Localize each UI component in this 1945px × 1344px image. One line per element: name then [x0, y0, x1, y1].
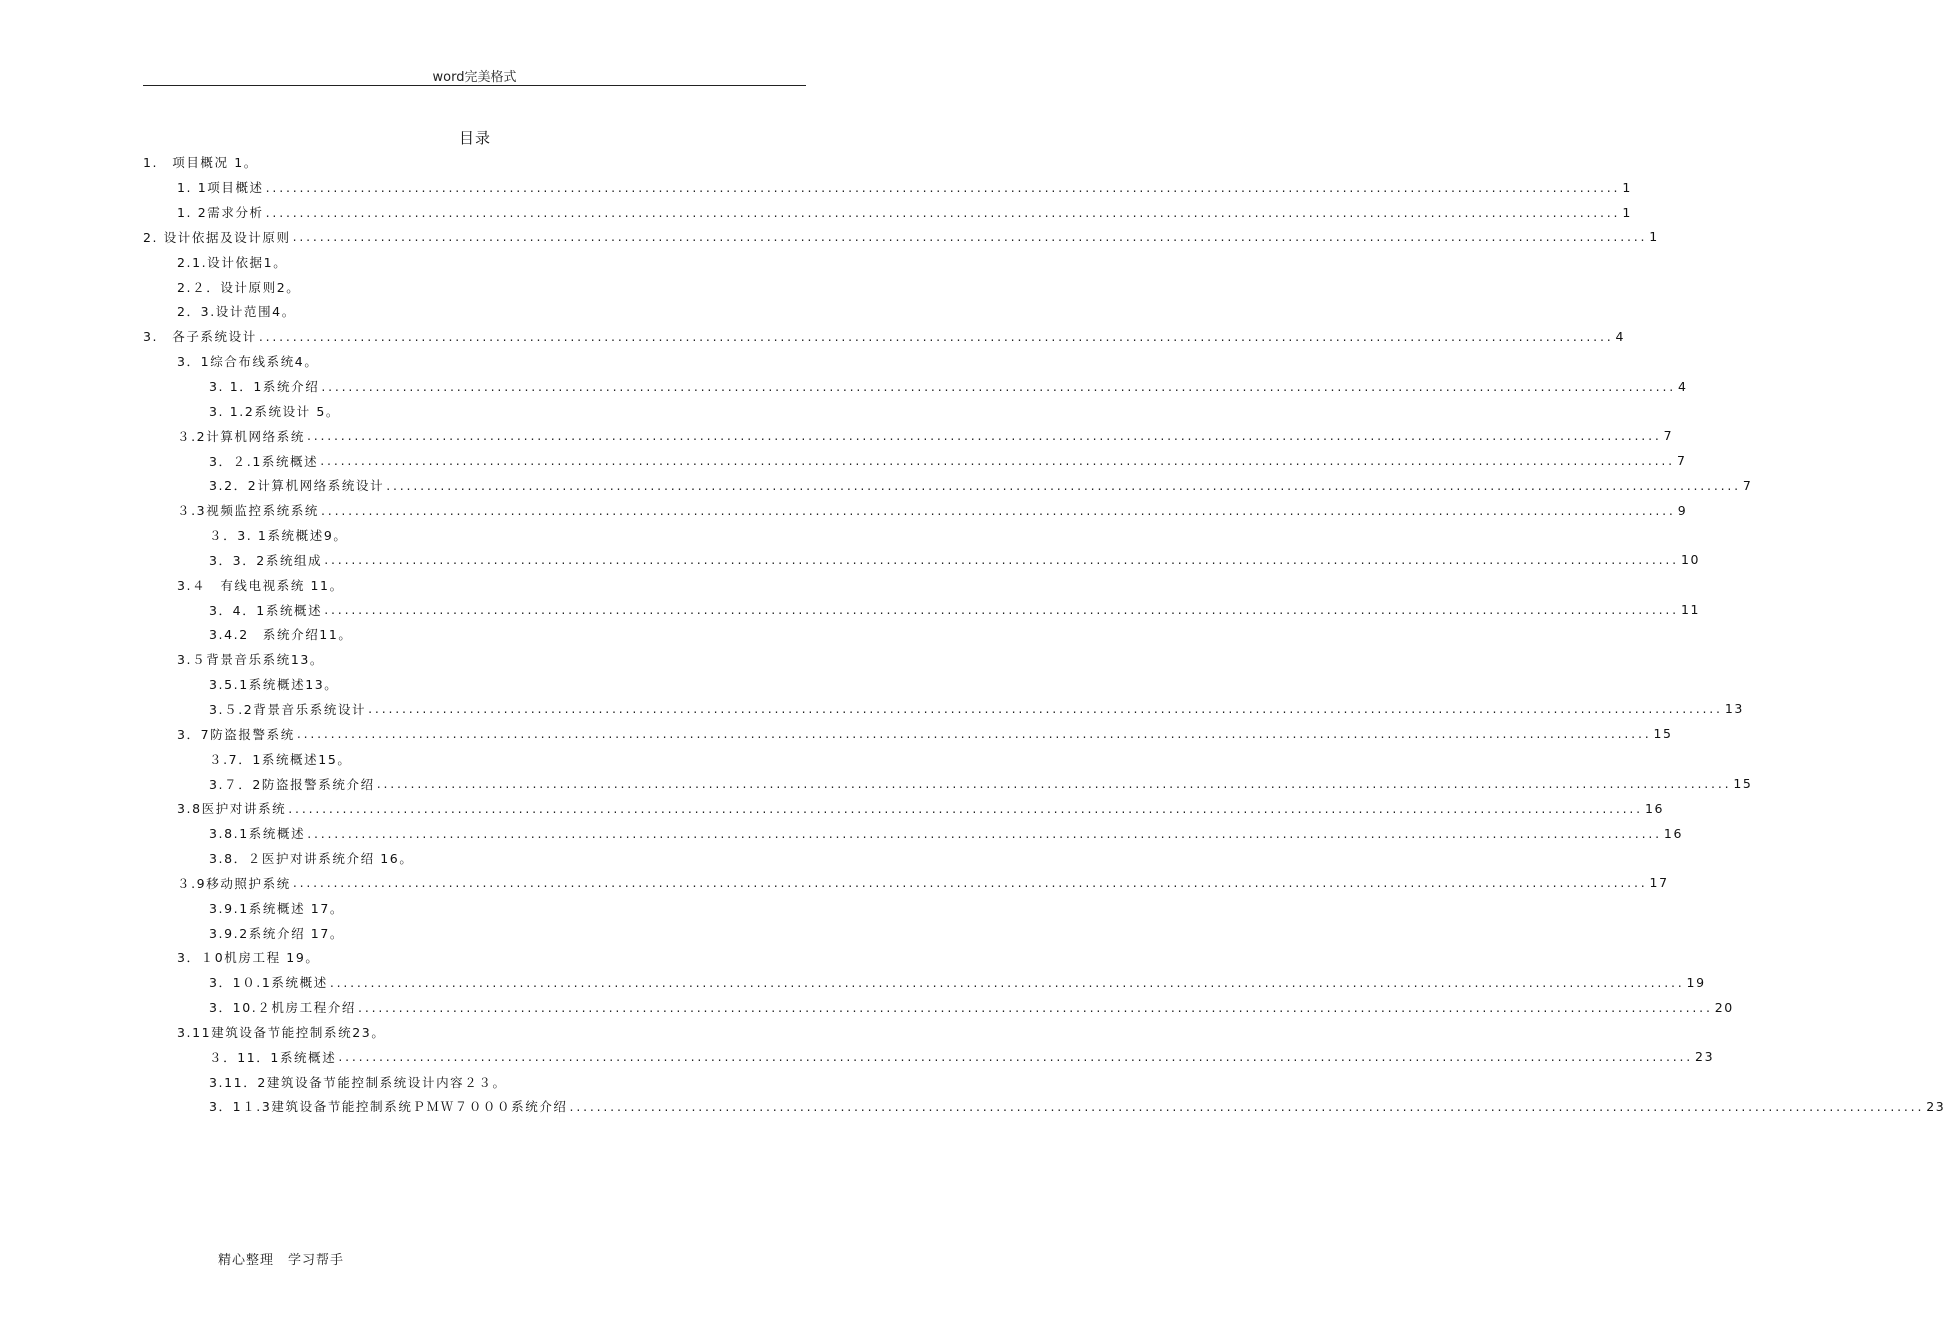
toc-leader-dots: ........................................................................................................................................................................................................: [386, 477, 1741, 493]
toc-entry[interactable]: [143, 448, 1687, 473]
header-rule: [143, 85, 806, 86]
toc-entry-label: 3.５背景音乐系统13。: [177, 652, 325, 668]
toc-entry-label: 3．１0机房工程 19。: [177, 950, 320, 966]
toc-entry[interactable]: [143, 870, 1669, 895]
toc-page-number: 23: [1926, 1098, 1945, 1114]
toc-entry-label: 3.４ 有线电视系统 11。: [177, 577, 344, 593]
toc-entry[interactable]: [143, 548, 1701, 573]
toc-entry[interactable]: [143, 796, 1665, 821]
toc-entry[interactable]: [143, 647, 806, 672]
toc-entry-label: 3.11建筑设备节能控制系统23。: [177, 1024, 386, 1040]
toc-entry-label: 1. 1项目概述: [177, 180, 264, 196]
toc-entry[interactable]: [143, 746, 806, 771]
toc-entry[interactable]: [143, 920, 806, 945]
toc-page-number: 9: [1677, 502, 1688, 518]
toc-leader-dots: ........................................................................................................................................................................................................: [321, 502, 1676, 518]
toc-page-number: 7: [1663, 428, 1674, 444]
page-footer: 精心整理 学习帮手: [218, 1253, 345, 1268]
toc-leader-dots: ........................................................................................................................................................................................................: [338, 1049, 1694, 1065]
toc-page-number: 11: [1680, 602, 1701, 618]
toc-leader-dots: ........................................................................................................................................................................................................: [320, 453, 1675, 469]
toc-entry[interactable]: [143, 274, 806, 299]
toc-entry[interactable]: [143, 175, 1632, 200]
toc-entry-label: ３.3视频监控系统系统: [177, 503, 320, 519]
toc-leader-dots: ........................................................................................................................................................................................................: [368, 701, 1723, 717]
toc-entry[interactable]: [143, 970, 1706, 995]
toc-leader-dots: ........................................................................................................................................................................................................: [358, 999, 1713, 1015]
toc-entry-label: 2. 设计依据及设计原则: [143, 229, 291, 245]
toc-leader-dots: ........................................................................................................................................................................................................: [321, 378, 1676, 394]
toc-entry[interactable]: [143, 374, 1688, 399]
toc-entry[interactable]: [143, 200, 1632, 225]
toc-entry-label: 3.8．２医护对讲系统介绍 16。: [209, 851, 414, 867]
toc-entry-label: 1. 项目概况 1。: [143, 155, 258, 171]
toc-entry-label: 3．1综合布线系统4。: [177, 354, 319, 370]
toc-page-number: 20: [1714, 999, 1734, 1015]
toc-leader-dots: ........................................................................................................................................................................................................: [569, 1098, 1925, 1114]
toc-entry-label: 3.５.2背景音乐系统设计: [209, 701, 367, 717]
toc-entry[interactable]: [143, 1044, 1715, 1069]
toc-leader-dots: ........................................................................................................................................................................................................: [324, 552, 1679, 568]
toc-entry[interactable]: [143, 299, 806, 324]
toc-leader-dots: ........................................................................................................................................................................................................: [288, 800, 1643, 816]
toc-entry-label: 3. 1．1系统介绍: [209, 379, 320, 395]
toc-entry[interactable]: [143, 423, 1674, 448]
toc-entry-label: 3. 1.2系统设计 5。: [209, 403, 341, 419]
table-of-contents: [143, 150, 1945, 1119]
toc-entry[interactable]: [143, 1094, 1945, 1119]
toc-entry[interactable]: [143, 324, 1626, 349]
toc-leader-dots: ........................................................................................................................................................................................................: [265, 179, 1621, 195]
toc-page-number: 1: [1622, 204, 1632, 220]
toc-leader-dots: ........................................................................................................................................................................................................: [329, 974, 1685, 990]
toc-leader-dots: ........................................................................................................................................................................................................: [307, 825, 1662, 841]
toc-leader-dots: ........................................................................................................................................................................................................: [376, 776, 1732, 792]
toc-entry-label: ３．11．1系统概述: [209, 1049, 337, 1065]
toc-entry-label: 3．4．1系统概述: [209, 602, 323, 618]
toc-entry-label: 3．1０.1系统概述: [209, 975, 328, 991]
toc-entry-label: 3．7防盗报警系统: [177, 726, 295, 742]
toc-entry[interactable]: [143, 597, 1701, 622]
toc-entry-label: 3．２.1系统概述: [209, 453, 319, 469]
toc-page-number: 23: [1695, 1049, 1715, 1065]
toc-entry-label: ３.9移动照护系统: [177, 875, 291, 891]
toc-page-number: 17: [1649, 875, 1669, 891]
toc-entry-label: 3．3．2系统组成: [209, 552, 323, 568]
toc-entry-label: 3.9.1系统概述 17。: [209, 900, 344, 916]
toc-entry[interactable]: [143, 672, 806, 697]
toc-title: 目录: [458, 129, 491, 147]
toc-entry-label: 3.8医护对讲系统: [177, 801, 287, 817]
toc-page-number: 13: [1724, 701, 1744, 717]
toc-entry-label: 3.9.2系统介绍 17。: [209, 925, 344, 941]
toc-entry-label: 3.11．2建筑设备节能控制系统设计内容２３。: [209, 1074, 507, 1090]
toc-leader-dots: ........................................................................................................................................................................................................: [324, 602, 1679, 618]
toc-entry-label: ３.2计算机网络系统: [177, 428, 305, 444]
toc-entry[interactable]: [143, 821, 1684, 846]
toc-entry-label: 3．10.２机房工程介绍: [209, 1000, 357, 1016]
toc-leader-dots: ........................................................................................................................................................................................................: [292, 229, 1648, 245]
toc-page-number: 19: [1686, 974, 1706, 990]
toc-page-number: 7: [1676, 453, 1687, 469]
toc-entry[interactable]: [143, 846, 806, 871]
toc-entry-label: 2．3.设计范围4。: [177, 304, 296, 320]
toc-page-number: 4: [1615, 328, 1626, 344]
toc-entry[interactable]: [143, 1069, 806, 1094]
toc-page-number: 15: [1653, 726, 1673, 742]
toc-page-number: 7: [1742, 477, 1753, 493]
toc-entry[interactable]: [143, 721, 1673, 746]
toc-entry-label: 2.1.设计依据1。: [177, 254, 288, 270]
page-header: word完美格式: [432, 70, 517, 85]
toc-entry[interactable]: [143, 945, 806, 970]
toc-entry[interactable]: [143, 995, 1734, 1020]
toc-entry-label: 3.4.2 系统介绍11。: [209, 627, 353, 643]
toc-entry[interactable]: [143, 349, 806, 374]
toc-page-number: 16: [1663, 825, 1684, 841]
toc-entry[interactable]: [143, 498, 1688, 523]
toc-entry-label: 3．1１.3建筑设备节能控制系统ＰＭＷ７０００系统介绍: [209, 1099, 568, 1115]
toc-leader-dots: ........................................................................................................................................................................................................: [265, 204, 1621, 220]
toc-entry-label: 3.8.1系统概述: [209, 826, 306, 842]
toc-entry[interactable]: [143, 572, 806, 597]
toc-entry-label: 2.２．设计原则2。: [177, 279, 301, 295]
toc-entry[interactable]: [143, 473, 1753, 498]
toc-entry-label: ３．3. 1系统概述9。: [209, 528, 348, 544]
toc-entry-label: 3.2．2计算机网络系统设计: [209, 478, 385, 494]
toc-leader-dots: ........................................................................................................................................................................................................: [258, 328, 1614, 344]
toc-entry[interactable]: [143, 150, 806, 175]
toc-page-number: 10: [1680, 552, 1701, 568]
toc-entry[interactable]: [143, 523, 806, 548]
toc-page-number: 1: [1622, 179, 1632, 195]
toc-leader-dots: ........................................................................................................................................................................................................: [306, 428, 1662, 444]
toc-page-number: 1: [1649, 229, 1659, 245]
toc-leader-dots: ........................................................................................................................................................................................................: [296, 726, 1652, 742]
toc-entry[interactable]: [143, 1020, 806, 1045]
toc-entry[interactable]: [143, 249, 806, 274]
toc-entry[interactable]: [143, 622, 806, 647]
toc-page-number: 4: [1678, 378, 1688, 394]
toc-entry-label: 3.5.1系统概述13。: [209, 677, 339, 693]
toc-entry-label: 3. 各子系统设计: [143, 329, 257, 345]
toc-entry[interactable]: [143, 895, 806, 920]
toc-entry[interactable]: [143, 398, 806, 423]
toc-leader-dots: ........................................................................................................................................................................................................: [292, 875, 1648, 891]
toc-entry[interactable]: [143, 225, 1659, 250]
toc-entry-label: 1. 2需求分析: [177, 205, 264, 221]
toc-page-number: 16: [1644, 800, 1665, 816]
toc-entry[interactable]: [143, 771, 1753, 796]
toc-entry-label: ３.7．1系统概述15。: [209, 751, 352, 767]
toc-entry[interactable]: [143, 697, 1744, 722]
toc-entry-label: 3.７．2防盗报警系统介绍: [209, 776, 375, 792]
toc-page-number: 15: [1733, 776, 1753, 792]
